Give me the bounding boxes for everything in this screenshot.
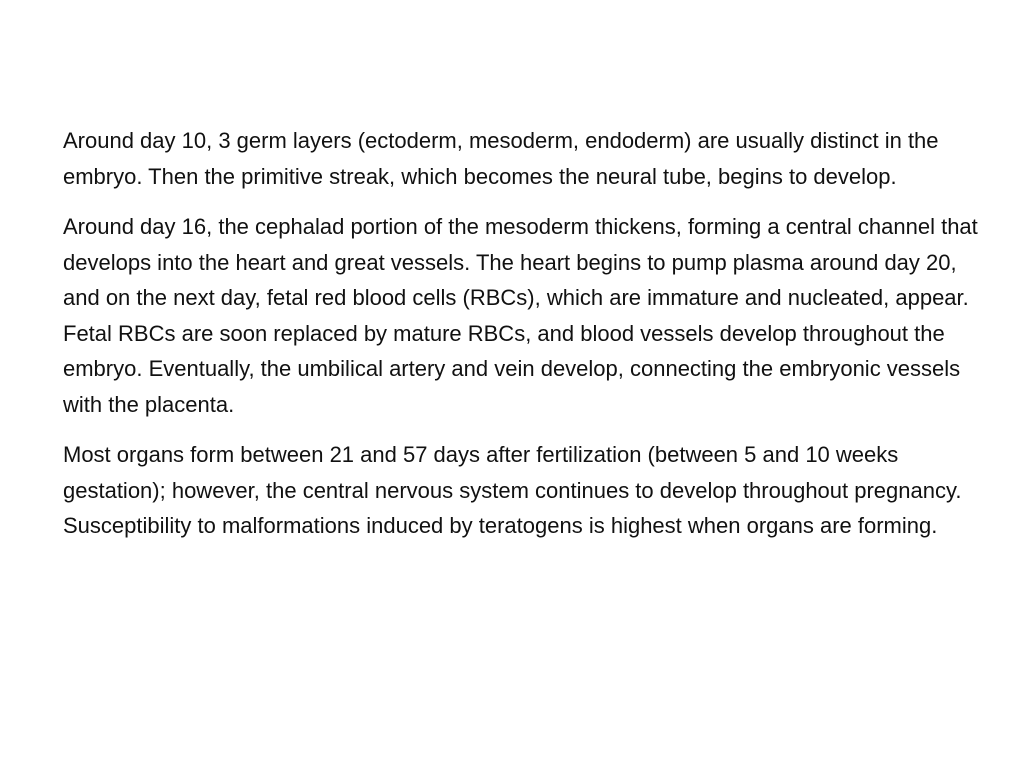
paragraph-heart-development: Around day 16, the cephalad portion of the mesoderm thickens, forming a central channel that develops into the heart and great vessels. The heart begins to pump plasma around day 20, and on the next day, fetal red blood cells (RBCs), which are immature and nucleated, appear. Fetal RBCs are soon replaced by mature RBCs, and blood vessels develop throughout the embryo. Eventually, the umbilical artery and vein develop, connecting the embryonic vessels with the placenta. [63, 214, 978, 417]
paragraph-organ-formation: Most organs form between 21 and 57 days after fertilization (between 5 and 10 weeks gestation); however, the central nervous system continues to develop throughout pregnancy. Susceptibility to malformations induced by teratogens is highest when organs are forming. [63, 442, 962, 538]
paragraph-germ-layers: Around day 10, 3 germ layers (ectoderm, mesoderm, endoderm) are usually distinct in the embryo. Then the primitive streak, which becomes the neural tube, begins to develop. [63, 128, 939, 189]
document-page [63, 123, 983, 559]
